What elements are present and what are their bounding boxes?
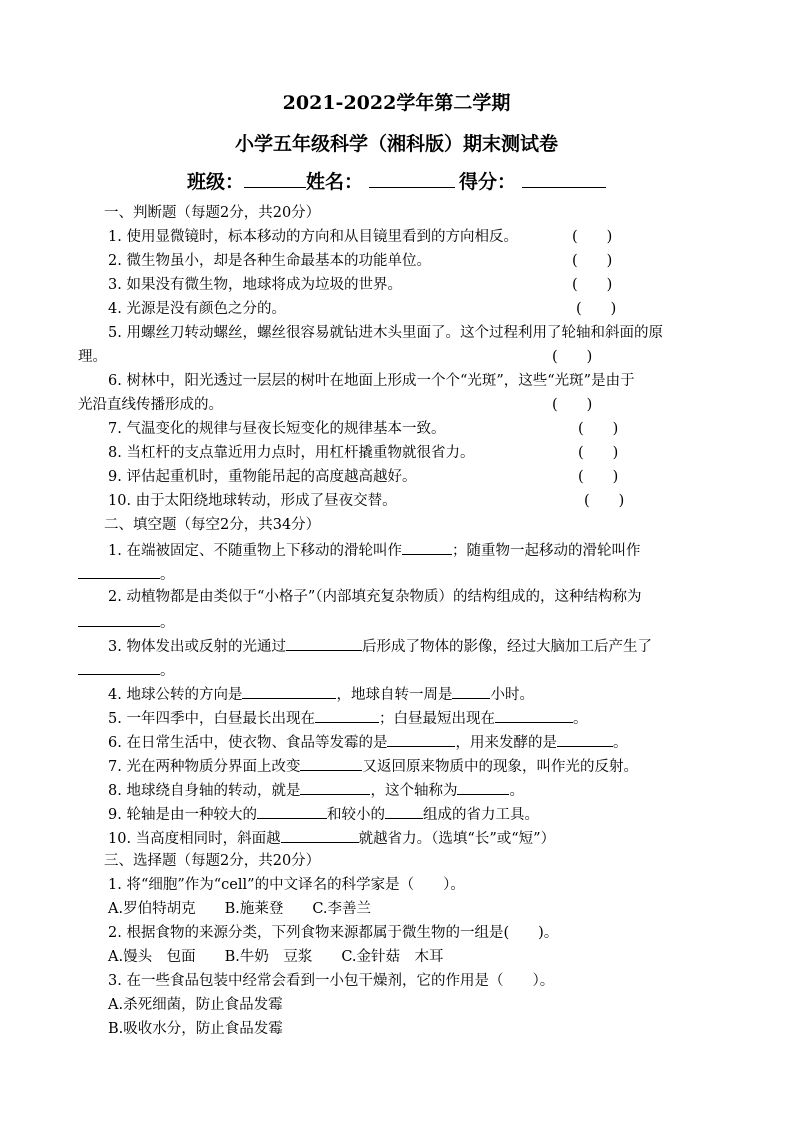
fill-q3-blank1[interactable] [286, 636, 362, 651]
class-label: 班级： [186, 171, 244, 193]
fill-q3-line2: 。 [78, 660, 728, 680]
judge-q4-answer[interactable]: ( ) [576, 301, 617, 317]
judge-q9-answer[interactable]: ( ) [578, 469, 619, 485]
judge-q8: 8. 当杠杆的支点靠近用力点时，用杠杆撬重物就很省力。 [108, 445, 475, 461]
fill-q9-blank2[interactable] [385, 804, 423, 819]
fill-q4: 4. 地球公转的方向是 ，地球自转一周是 小时。 [78, 684, 758, 704]
fill-q5-blank2[interactable] [495, 708, 573, 723]
judge-q7-answer[interactable]: ( ) [578, 421, 619, 437]
choice-q3-option-b: B.吸收水分，防止食品发霉 [108, 1021, 283, 1037]
fill-q6-blank1[interactable] [387, 732, 455, 747]
name-blank[interactable] [369, 169, 455, 188]
term-title: 2021-2022学年第二学期 [282, 92, 511, 114]
fill-q8: 8. 地球绕自身轴的转动，就是 ，这个轴称为 。 [78, 780, 758, 800]
fill-q2-blank1[interactable] [78, 612, 160, 627]
score-blank[interactable] [522, 169, 606, 188]
student-info-line [0, 167, 793, 194]
fill-q6-blank2[interactable] [557, 732, 613, 747]
score-label: 得分： [459, 171, 517, 193]
fill-q4-blank2[interactable] [452, 684, 490, 699]
fill-q4-blank1[interactable] [242, 684, 336, 699]
fill-q5-blank1[interactable] [315, 708, 379, 723]
fill-q9: 9. 轮轴是由一种较大的 和较小的 组成的省力工具。 [78, 804, 758, 824]
judge-q6-answer[interactable]: ( ) [552, 397, 593, 413]
section1-heading: 一、判断题（每题2分，共20分） [104, 205, 321, 221]
fill-q1-line2: 。 [78, 564, 728, 584]
judge-q5-line2: 理。 [78, 349, 107, 365]
choice-q1-options: A.罗伯特胡克 B.施莱登 C.李善兰 [108, 901, 372, 917]
judge-q3-answer[interactable]: ( ) [572, 277, 613, 293]
judge-q2-answer[interactable]: ( ) [572, 253, 613, 269]
choice-q2-options: A.馒头 包面 B.牛奶 豆浆 C.金针菇 木耳 [108, 949, 444, 965]
fill-q2-line1: 2. 动植物都是由类似于“小格子”（内部填充复杂物质）的结构组成的，这种结构称为 [108, 589, 642, 605]
fill-q3-line1: 3. 物体发出或反射的光通过 后形成了物体的影像，经过大脑加工后产生了 [78, 636, 758, 656]
fill-q7-blank1[interactable] [300, 756, 362, 771]
fill-q9-blank1[interactable] [257, 804, 327, 819]
fill-q1-line1: 1. 在端被固定、不随重物上下移动的滑轮叫作 ；随重物一起移动的滑轮叫作 [78, 540, 758, 560]
fill-q10: 10. 当高度相同时，斜面越 就越省力。（选填“长”或“短”） [78, 828, 758, 848]
fill-q6: 6. 在日常生活中，使衣物、食品等发霉的是 ，用来发酵的是 。 [78, 732, 758, 752]
fill-q7: 7. 光在两种物质分界面上改变 又返回原来物质中的现象，叫作光的反射。 [78, 756, 758, 776]
choice-q3-option-a: A.杀死细菌，防止食品发霉 [108, 997, 283, 1013]
section3-heading: 三、选择题（每题2分，共20分） [104, 853, 321, 869]
exam-title: 小学五年级科学（湘科版）期末测试卷 [234, 133, 558, 155]
judge-q7: 7. 气温变化的规律与昼夜长短变化的规律基本一致。 [108, 421, 446, 437]
fill-q8-blank2[interactable] [457, 780, 509, 795]
judge-q2: 2. 微生物虽小，却是各种生命最基本的功能单位。 [108, 253, 431, 269]
fill-q2-line2: 。 [78, 612, 728, 632]
judge-q6-line2: 光沿直线传播形成的。 [78, 397, 223, 413]
judge-q3: 3. 如果没有微生物，地球将成为垃圾的世界。 [108, 277, 402, 293]
judge-q1-answer[interactable]: ( ) [572, 229, 613, 245]
section2-heading: 二、填空题（每空2分，共34分） [104, 517, 321, 533]
judge-q6-line1: 6. 树林中，阳光透过一层层的树叶在地面上形成一个个“光斑”，这些“光斑”是由于 [108, 373, 635, 389]
fill-q10-blank1[interactable] [281, 828, 359, 843]
judge-q10: 10. 由于太阳绕地球转动，形成了昼夜交替。 [108, 493, 397, 509]
choice-q2: 2. 根据食物的来源分类，下列食物来源都属于微生物的一组是( )。 [108, 925, 559, 941]
judge-q8-answer[interactable]: ( ) [578, 445, 619, 461]
judge-q9: 9. 评估起重机时，重物能吊起的高度越高越好。 [108, 469, 417, 485]
choice-q1: 1. 将“细胞”作为“cell”的中文译名的科学家是（ ）。 [108, 877, 465, 893]
fill-q5: 5. 一年四季中，白昼最长出现在 ；白昼最短出现在 。 [78, 708, 758, 728]
fill-q3-blank2[interactable] [78, 660, 160, 675]
judge-q4: 4. 光源是没有颜色之分的。 [108, 301, 286, 317]
judge-q5-answer[interactable]: ( ) [552, 349, 593, 365]
judge-q5-line1: 5. 用螺丝刀转动螺丝，螺丝很容易就钻进木头里面了。这个过程利用了轮轴和斜面的原 [108, 325, 663, 341]
class-blank[interactable] [244, 169, 306, 188]
judge-q1: 1. 使用显微镜时，标本移动的方向和从目镜里看到的方向相反。 [108, 229, 518, 245]
judge-q10-answer[interactable]: ( ) [584, 493, 625, 509]
fill-q1-blank2[interactable] [78, 564, 160, 579]
choice-q3: 3. 在一些食品包装中经常会看到一小包干燥剂，它的作用是（ ）。 [108, 973, 555, 989]
fill-q8-blank1[interactable] [300, 780, 370, 795]
name-label: 姓名： [305, 171, 363, 193]
fill-q1-blank1[interactable] [402, 540, 452, 555]
